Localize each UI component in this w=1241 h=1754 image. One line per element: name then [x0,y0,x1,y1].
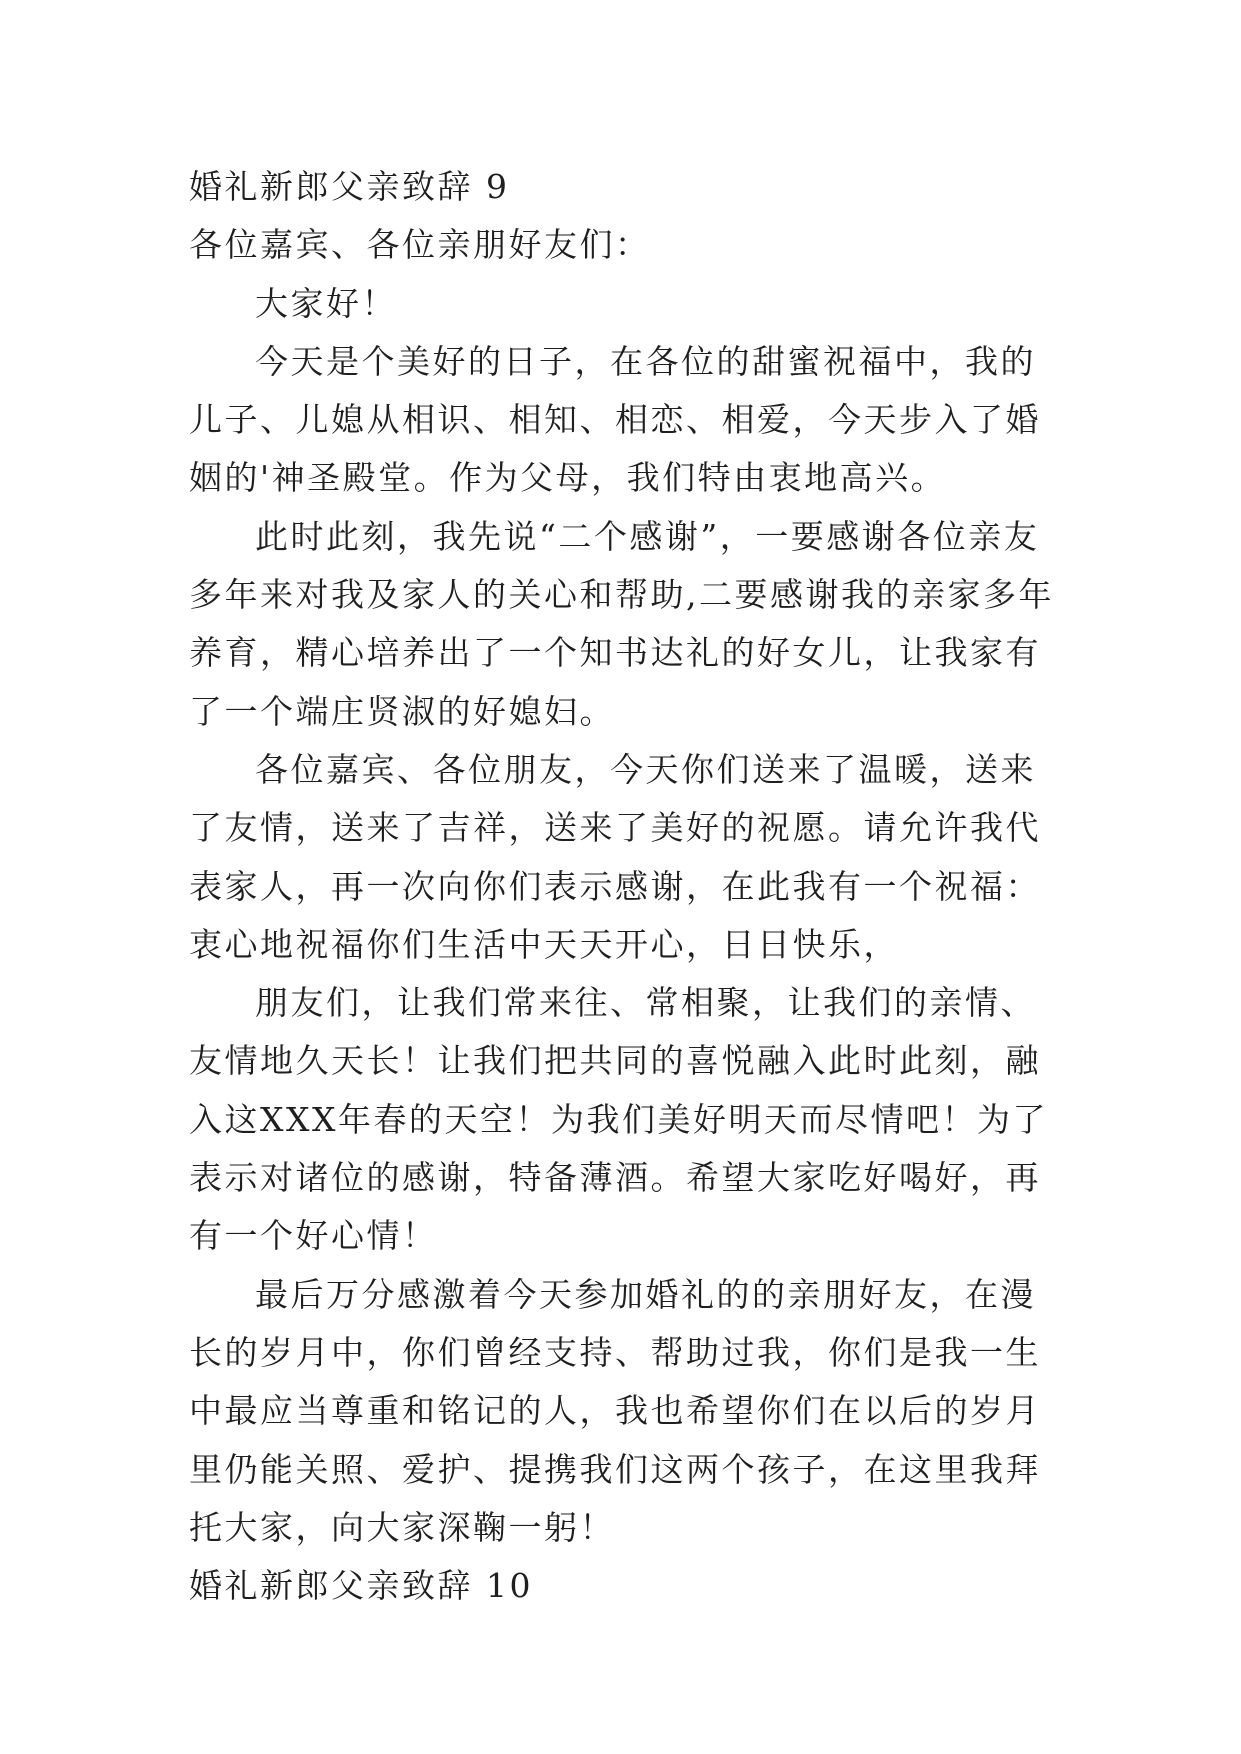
paragraph-guests: 各位嘉宾、各位朋友，今天你们送来了温暖，送来了友情，送来了吉祥，送来了美好的祝愿。请允许我代表家人，再一次向你们表示感谢，在此我有一个祝福：衷心地祝福你们生活中天天开心，日日快乐， [189,749,1041,964]
paragraph-closing: 最后万分感激着今天参加婚礼的的亲朋好友，在漫长的岁月中，你们曾经支持、帮助过我，你们是我一生中最应当尊重和铭记的人，我也希望你们在以后的岁月里仍能关照、爱护、提携我们这两个孩子，在这里我拜托大家，向大家深鞠一躬！ [189,1274,1041,1547]
paragraph-thanks: 此时此刻，我先说“二个感谢”，一要感谢各位亲友多年来对我及家人的关心和帮助,二要感谢我的亲家多年养育，精心培养出了一个知书达礼的好女儿，让我家有了一个端庄贤淑的好媳妇。 [189,516,1054,731]
salutation: 各位嘉宾、各位亲朋好友们： [189,225,651,265]
paragraph-greeting: 大家好！ [255,283,397,323]
section-heading-10: 婚礼新郎父亲致辞 10 [189,1566,533,1606]
document-body [189,158,1069,1615]
paragraph-opening: 今天是个美好的日子，在各位的甜蜜祝福中，我的儿子、儿媳从相识、相知、相恋、相爱，今天步入了婚姻的'神圣殿堂。作为父母，我们特由衷地高兴。 [189,341,1041,498]
paragraph-friends: 朋友们，让我们常来往、常相聚，让我们的亲情、友情地久天长！让我们把共同的喜悦融入此时此刻，融入这XXX年春的天空！为我们美好明天而尽情吧！为了表示对诸位的感谢，特备薄酒。希望大家吃好喝好，再有一个好心情！ [189,983,1048,1256]
section-heading-9: 婚礼新郎父亲致辞 9 [189,167,510,206]
